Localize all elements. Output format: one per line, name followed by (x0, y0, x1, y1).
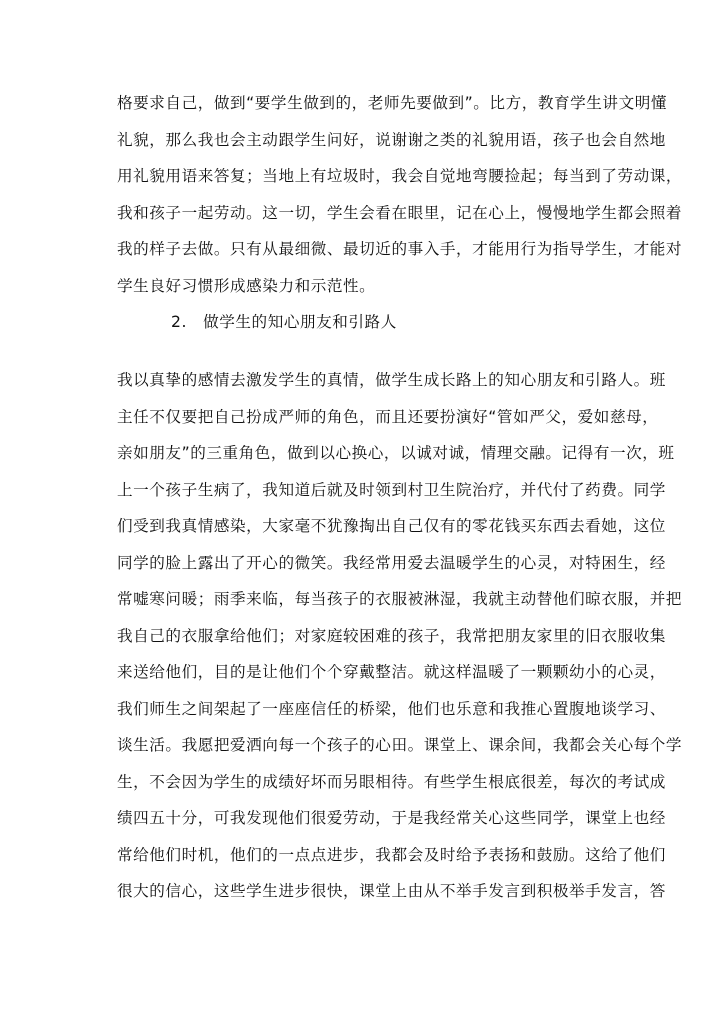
paragraph-line: 我们师生之间架起了一座座信任的桥梁，他们也乐意和我推心置腹地谈学习、 (117, 700, 666, 718)
paragraph-line: 主任不仅要把自己扮成严师的角色，而且还要扮演好“管如严父，爱如慈母， (117, 408, 659, 426)
paragraph-line: 很大的信心，这些学生进步很快，课堂上由从不举手发言到积极举手发言，答 (117, 882, 666, 900)
paragraph-line: 上一个孩子生病了，我知道后就及时领到村卫生院治疗，并代付了药费。同学 (117, 481, 666, 499)
paragraph-line: 们受到我真情感染，大家毫不犹豫掏出自己仅有的零花钱买东西去看她，这位 (117, 517, 666, 535)
paragraph-line: 常嘘寒问暖；雨季来临，每当孩子的衣服被淋湿，我就主动替他们晾衣服，并把 (117, 590, 683, 608)
paragraph-line: 我和孩子一起劳动。这一切，学生会看在眼里，记在心上，慢慢地学生都会照着 (117, 204, 683, 222)
paragraph-line: 礼貌，那么我也会主动跟学生问好，说谢谢之类的礼貌用语，孩子也会自然地 (117, 131, 666, 149)
paragraph-line: 绩四五十分，可我发现他们很爱劳动，于是我经常关心这些同学，课堂上也经 (117, 809, 666, 827)
paragraph-line: 亲如朋友”的三重角色，做到以心换心，以诚对诚，情理交融。记得有一次，班 (117, 444, 675, 462)
paragraph-line: 我以真挚的感情去激发学生的真情，做学生成长路上的知心朋友和引路人。班 (117, 371, 666, 389)
section-heading: 2. 做学生的知心朋友和引路人 (171, 313, 397, 331)
paragraph-line: 常给他们时机，他们的一点点进步，我都会及时给予表扬和鼓励。这给了他们 (117, 846, 666, 864)
paragraph-line: 我自己的衣服拿给他们；对家庭较困难的孩子，我常把朋友家里的旧衣服收集 (117, 627, 666, 645)
paragraph-line: 来送给他们，目的是让他们个个穿戴整洁。就这样温暖了一颗颗幼小的心灵， (117, 663, 666, 681)
paragraph-line: 用礼貌用语来答复；当地上有垃圾时，我会自觉地弯腰捡起；每当到了劳动课， (117, 167, 683, 185)
paragraph-line: 生，不会因为学生的成绩好坏而另眼相待。有些学生根底很差，每次的考试成 (117, 773, 666, 791)
paragraph-line: 同学的脸上露出了开心的微笑。我经常用爱去温暖学生的心灵，对特困生，经 (117, 554, 666, 572)
paragraph-line: 格要求自己，做到“要学生做到的，老师先要做到”。比方，教育学生讲文明懂 (117, 94, 668, 112)
paragraph-line: 学生良好习惯形成感染力和示范性。 (117, 277, 376, 295)
paragraph-line: 我的样子去做。只有从最细微、最切近的事入手，才能用行为指导学生，才能对 (117, 240, 683, 258)
paragraph-line: 谈生活。我愿把爱洒向每一个孩子的心田。课堂上、课余间，我都会关心每个学 (117, 736, 683, 754)
